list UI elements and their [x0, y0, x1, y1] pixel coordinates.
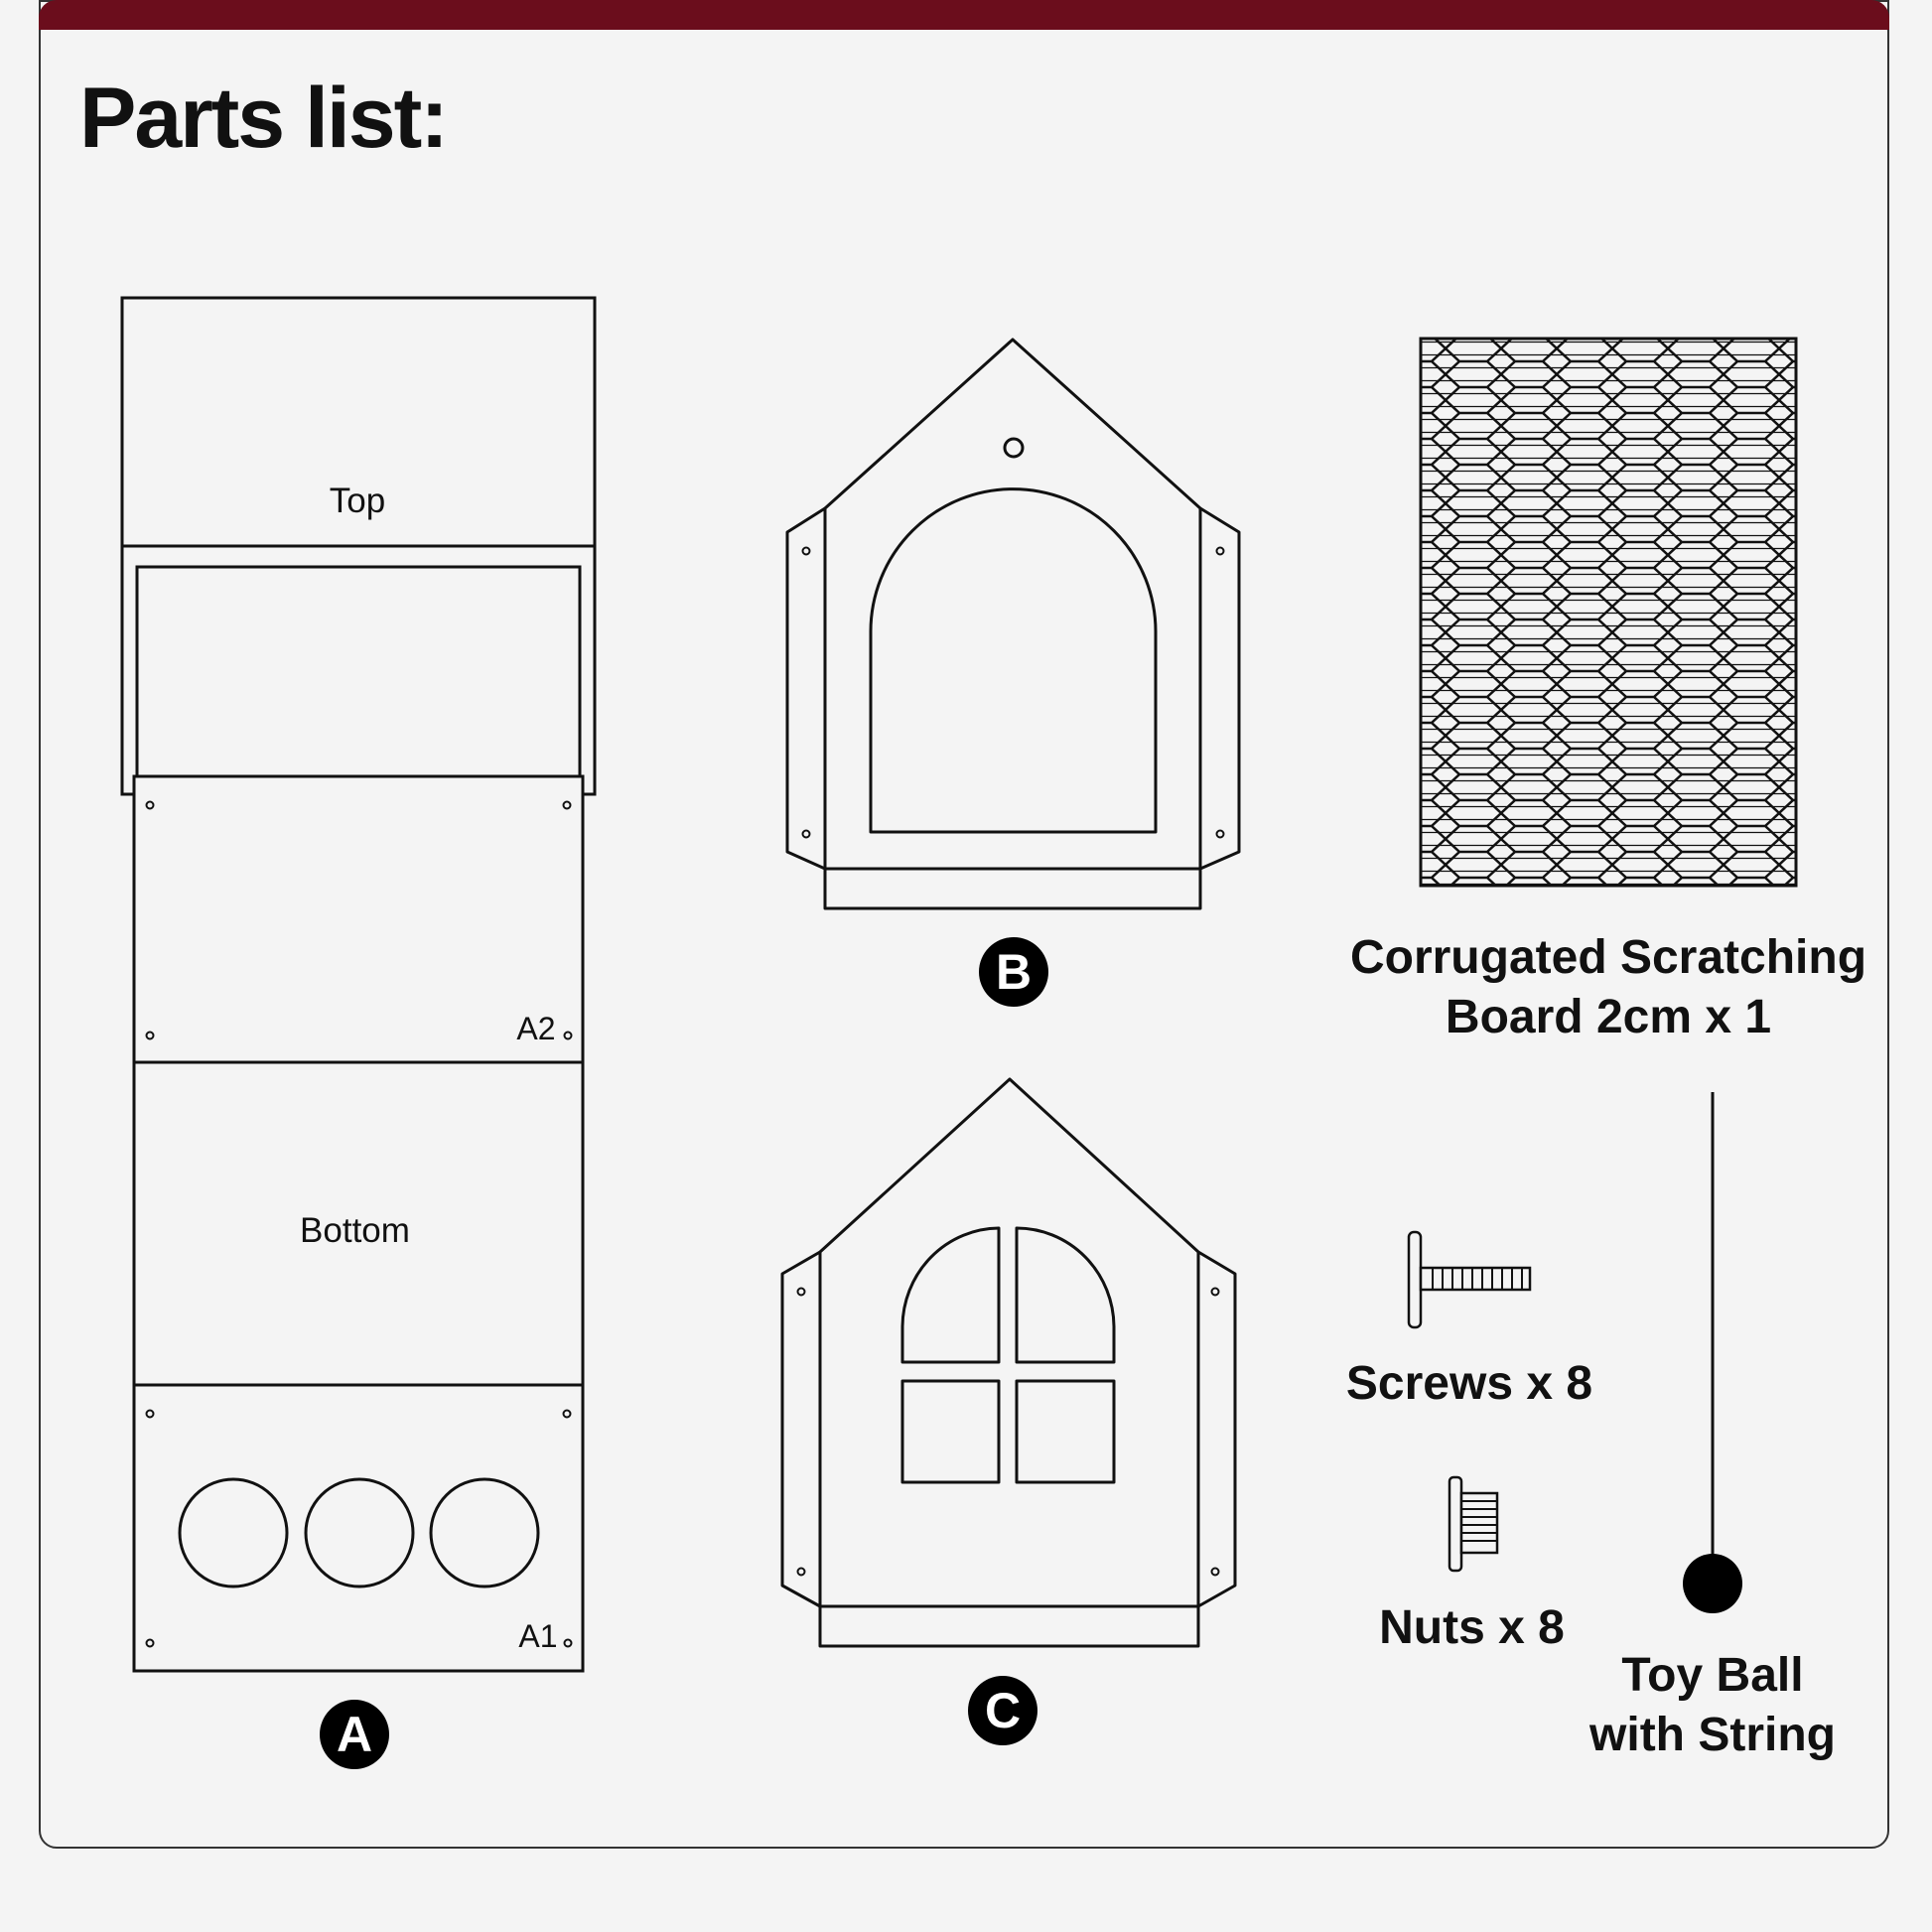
- page-title: Parts list:: [79, 70, 447, 166]
- part-b-body: [825, 340, 1200, 869]
- part-c-body: [820, 1079, 1198, 1606]
- part-b-right-flap: [1200, 508, 1239, 869]
- scratching-board-label-line1: Corrugated Scratching: [1349, 931, 1867, 984]
- part-c-window-pane: [1017, 1228, 1114, 1362]
- part-b-base: [825, 869, 1200, 908]
- part-a-top-flap: [122, 546, 595, 794]
- part-a1-hole: [180, 1479, 287, 1587]
- part-a1-hole: [431, 1479, 538, 1587]
- part-b: [787, 340, 1239, 908]
- part-a2-label: A2: [516, 1011, 556, 1046]
- part-a-badge: A: [320, 1700, 389, 1769]
- part-b-hang-hole: [1005, 439, 1023, 457]
- nut-icon: [1449, 1477, 1497, 1571]
- toy-ball-icon: [1683, 1092, 1742, 1613]
- screw-icon: [1409, 1232, 1530, 1327]
- toy-ball-label-line1: Toy Ball: [1621, 1649, 1804, 1702]
- part-c-right-flap: [1198, 1252, 1235, 1606]
- part-b-screw-holes: [803, 548, 1224, 838]
- toy-ball-label: [1559, 1646, 1866, 1765]
- scratching-board-label: [1340, 928, 1876, 1047]
- part-c-screw-holes: [798, 1289, 1219, 1576]
- part-c-window-pane: [1017, 1381, 1114, 1482]
- part-c-base: [820, 1606, 1198, 1646]
- part-c-window-pane: [902, 1228, 999, 1362]
- part-c: [782, 1079, 1235, 1646]
- scratching-board-label-line2: Board 2cm x 1: [1445, 991, 1772, 1043]
- part-a-top-label: Top: [329, 482, 386, 520]
- part-a1-hole: [306, 1479, 413, 1587]
- part-a1-label: A1: [518, 1618, 558, 1654]
- part-a-top-inner: [137, 567, 580, 795]
- screws-label: Screws x 8: [1345, 1357, 1593, 1410]
- part-a-bottom-label: Bottom: [300, 1211, 410, 1250]
- scratching-board: [1421, 339, 1796, 886]
- nuts-label: Nuts x 8: [1379, 1601, 1565, 1654]
- part-b-arch-door: [871, 489, 1156, 832]
- part-c-window-pane: [902, 1381, 999, 1482]
- part-b-badge: B: [979, 937, 1048, 1007]
- part-c-left-flap: [782, 1252, 820, 1606]
- part-c-badge: C: [968, 1676, 1037, 1745]
- part-b-left-flap: [787, 508, 825, 869]
- toy-ball-label-line2: with String: [1589, 1709, 1836, 1761]
